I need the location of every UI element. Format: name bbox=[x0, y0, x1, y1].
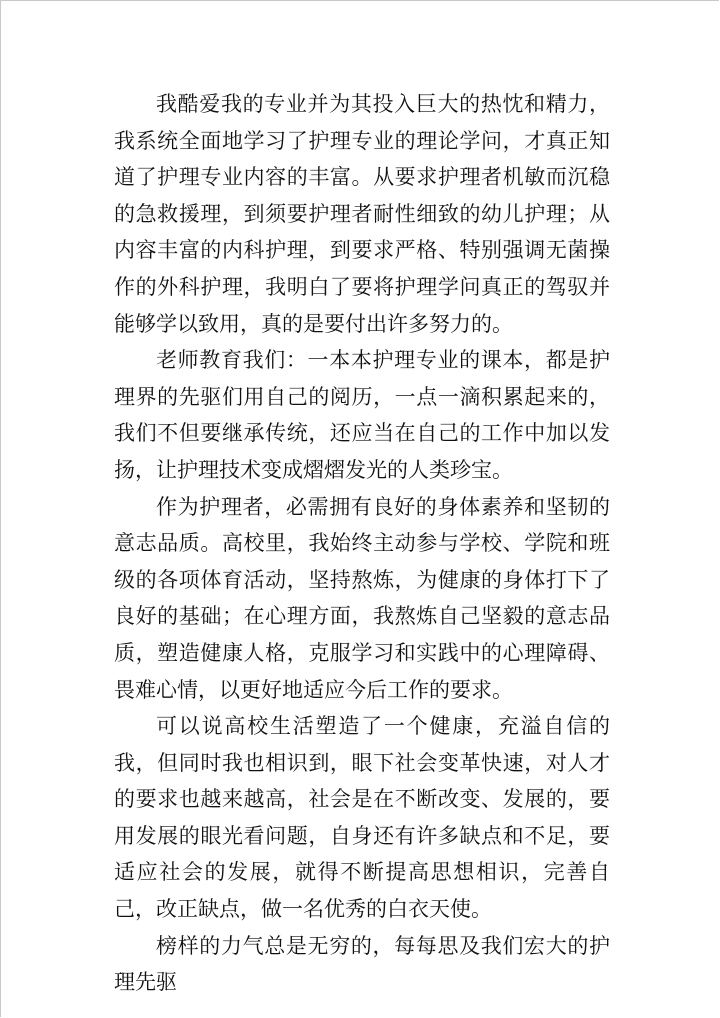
paragraph-4: 可以说高校生活塑造了一个健康，充溢自信的我，但同时我也相识到，眼下社会变革快速，对人才的要求也越来越高，社会是在不断改变、发展的，要用发展的眼光看问题，自身还有许多缺点和不足，要适应社会的发展，就得不断提高思想相识，完善自己，改正缺点，做一名优秀的白衣天使。 bbox=[114, 714, 610, 922]
paragraph-3: 作为护理者，必需拥有良好的身体素养和坚韧的意志品质。高校里，我始终主动参与学校、学院和班级的各项体育活动，坚持熬炼，为健康的身体打下了良好的基础；在心理方面，我熬炼自己坚毅的意志品质，塑造健康人格，克服学习和实践中的心理障碍、畏难心情，以更好地适应今后工作的要求。 bbox=[114, 494, 610, 702]
paragraph-1: 我酷爱我的专业并为其投入巨大的热忱和精力，我系统全面地学习了护理专业的理论学问，才真正知道了护理专业内容的丰富。从要求护理者机敏而沉稳的急救援理，到须要护理者耐性细致的幼儿护理；从内容丰富的内科护理，到要求严格、特别强调无菌操作的外科护理，我明白了要将护理学问真正的驾驭并能够学以致用，真的是要付出许多努力的。 bbox=[114, 92, 610, 336]
paragraph-2: 老师教育我们：一本本护理专业的课本，都是护理界的先驱们用自己的阅历，一点一滴积累起来的，我们不但要继承传统，还应当在自己的工作中加以发扬，让护理技术变成熠熠发光的人类珍宝。 bbox=[114, 348, 610, 482]
body-text bbox=[114, 86, 610, 1001]
paragraph-5: 榜样的力气总是无穷的，每每思及我们宏大的护理先驱 bbox=[114, 933, 610, 995]
